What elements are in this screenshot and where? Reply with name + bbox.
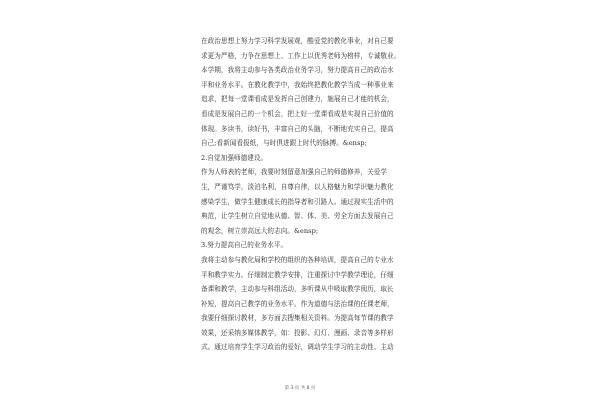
- document-body: [201, 34, 401, 355]
- text-line: 的观念，树立崇高远大的志向。&ensp;: [201, 226, 319, 235]
- text-line: 感染学生，做学生健康成长的指导者和引路人。通过现实生活中的: [201, 197, 394, 206]
- text-line: 生，严谨笃学，淡泊名利，自尊自律，以人格魅力和学识魅力教化: [201, 182, 394, 191]
- text-line: 典范，让学生树立自觉地从德、智、体、美、劳全方面去发展自己: [201, 212, 394, 221]
- text-line: 平和业务水平。在教化教学中，我始终把教化教学当成一种事业来: [201, 80, 394, 89]
- text-line: 补短，提高自己教学的业务水平。作为道德与法治课的任课老师，: [201, 299, 394, 308]
- text-line: 自己;看新闻看报纸，与时俱进跟上时代的脉搏。&ensp;: [201, 139, 367, 148]
- text-line: 追求，把每一堂课看成是发挥自己创建力，施展自己才能的机会，: [201, 95, 394, 104]
- text-line: 式。通过培育学生学习政治的爱好，调动学生学习的主动性、主动: [201, 343, 394, 352]
- text-line: 平和教学实力。仔细制定教学安排，注重探讨中学教学理论，仔细: [201, 270, 394, 279]
- text-line: 我将主动参与教化局和学校的组织的各种培训，提高自己的专业水: [201, 255, 394, 264]
- text-line: 我要仔细探讨教材，多方面去搜集相关资料。为提高每节课的教学: [201, 314, 394, 323]
- text-line: 在政治思想上努力学习科学发展观，酷爱党的教化事业，对自己要: [201, 37, 394, 45]
- page-footer: 第 3 页 共 8 页: [284, 386, 316, 391]
- text-line: 作为人师表的老师，我要时刻留意加强自己的师德修养，关爱学: [201, 168, 388, 177]
- text-line: 体现。多读书，读好书，丰富自己的头脑，不断地充实自己，提高: [201, 124, 394, 133]
- text-line: 求更为严格，力争在思想上、工作上以优秀老师为榜样，专诚敬业。: [201, 51, 401, 60]
- text-line: 2.自觉加强师德建设。: [201, 153, 268, 162]
- text-line: 本学期，我将主动参与各类政治业务学习，努力提高自己的政治水: [201, 66, 394, 75]
- text-line: 效果，还采纳多媒体教学，如：投影、幻灯、漫画、录音等多样形: [201, 328, 394, 337]
- text-line: 看成是发展自己的一个机会，把上好一堂课看成是实现自己价值的: [201, 109, 394, 118]
- text-line: 备课和教学，主动参与科组活动，多听课从中吸取教学阅历，取长: [201, 285, 394, 294]
- text-line: 3.努力提高自己的业务水平。: [201, 241, 288, 250]
